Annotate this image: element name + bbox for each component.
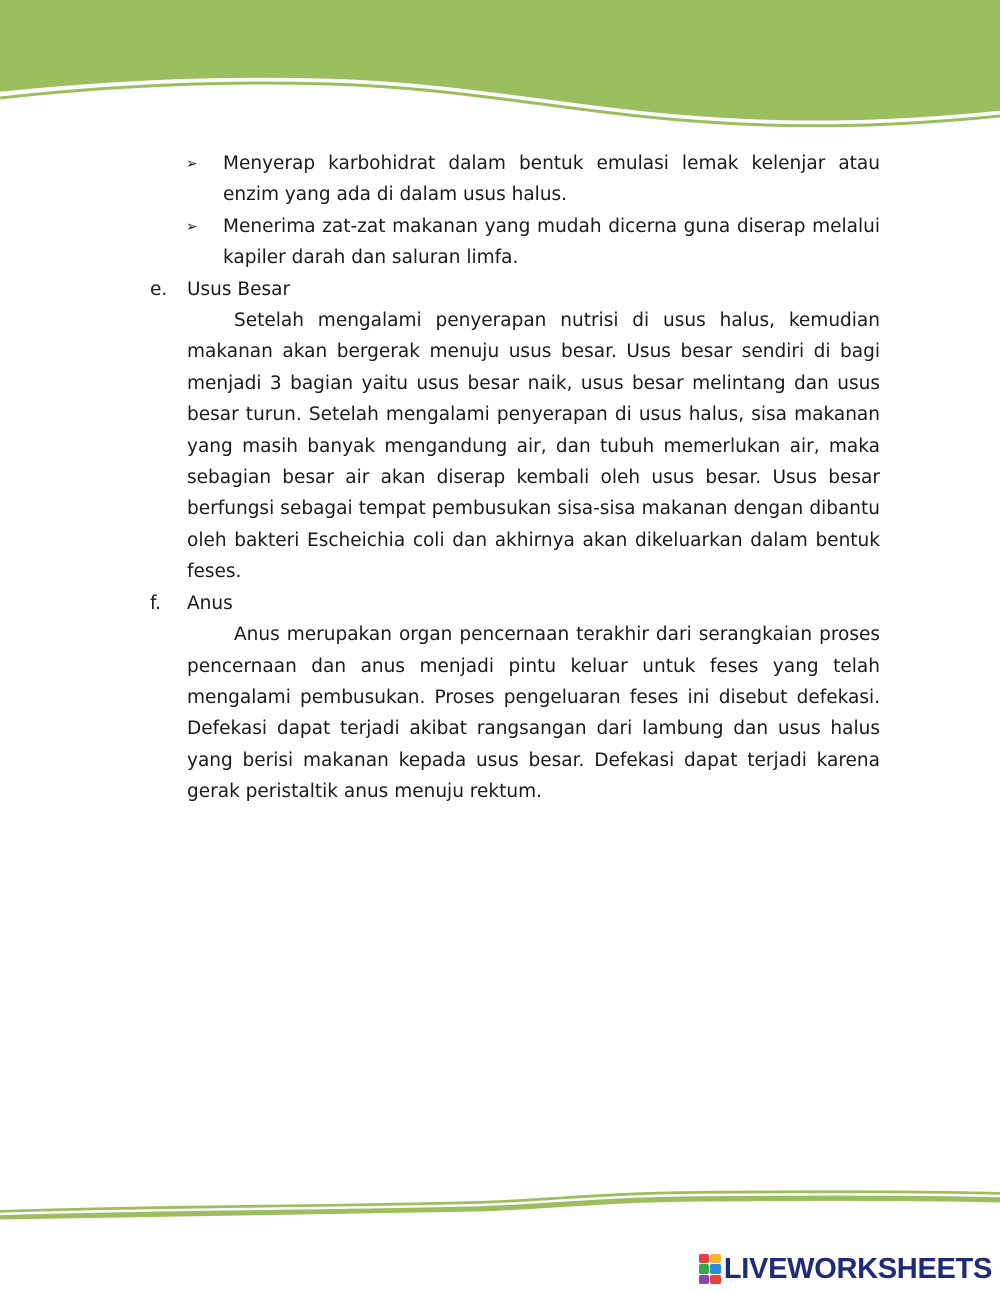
section-heading-usus-besar [150,274,880,305]
section-heading-anus [150,588,880,619]
liveworksheets-logo [699,1252,992,1286]
section-title: Anus [187,592,233,614]
list-item [186,148,880,211]
section-letter: f. [150,592,162,614]
section-title: Usus Besar [187,278,291,300]
logo-text: LIVEWORKSHEETS [723,1252,992,1285]
bullet-text: Menyerap karbohidrat dalam bentuk emulasi lemak kelenjar atau enzim yang ada di dalam usus halus. [223,153,880,206]
arrow-right-icon: ➢ [186,156,198,172]
section-paragraph: Setelah mengalami penyerapan nutrisi di usus halus, kemudian makanan akan bergerak menuju usus besar. Usus besar sendiri di bagi menjadi 3 bagian yaitu usus besar naik, usus besar melintang dan usus besar turun. Setelah mengalami penyerapan di usus halus, sisa makanan yang masih banyak mengandung air, dan tubuh memerlukan air, maka sebagian besar air akan diserap kembali oleh usus besar. Usus besar berfungsi sebagai tempat pembusukan sisa-sisa makanan dengan dibantu oleh bakteri Escheichia coli dan akhirnya akan dikeluarkan dalam bentuk feses. [187,310,880,583]
document-body [150,148,880,808]
section-paragraph: Anus merupakan organ pencernaan terakhir dari serangkaian proses pencernaan dan anus menjadi pintu keluar untuk feses yang telah mengalami pembusukan. Proses pengeluaran feses ini disebut defekasi. Defekasi dapat terjadi akibat rangsangan dari lambung dan usus halus yang berisi makanan kepada usus besar. Defekasi dapat terjadi karena gerak peristaltik anus menuju rektum. [187,624,880,803]
top-wave-banner [0,0,1000,140]
bullet-text: Menerima zat-zat makanan yang mudah dicerna guna diserap melalui kapiler darah dan saluran limfa. [223,215,880,269]
logo-cube-icon [699,1254,721,1284]
top-wave-fill [0,0,1000,122]
section-letter: e. [150,278,168,300]
arrow-right-icon: ➢ [186,218,198,235]
list-item [186,211,880,274]
